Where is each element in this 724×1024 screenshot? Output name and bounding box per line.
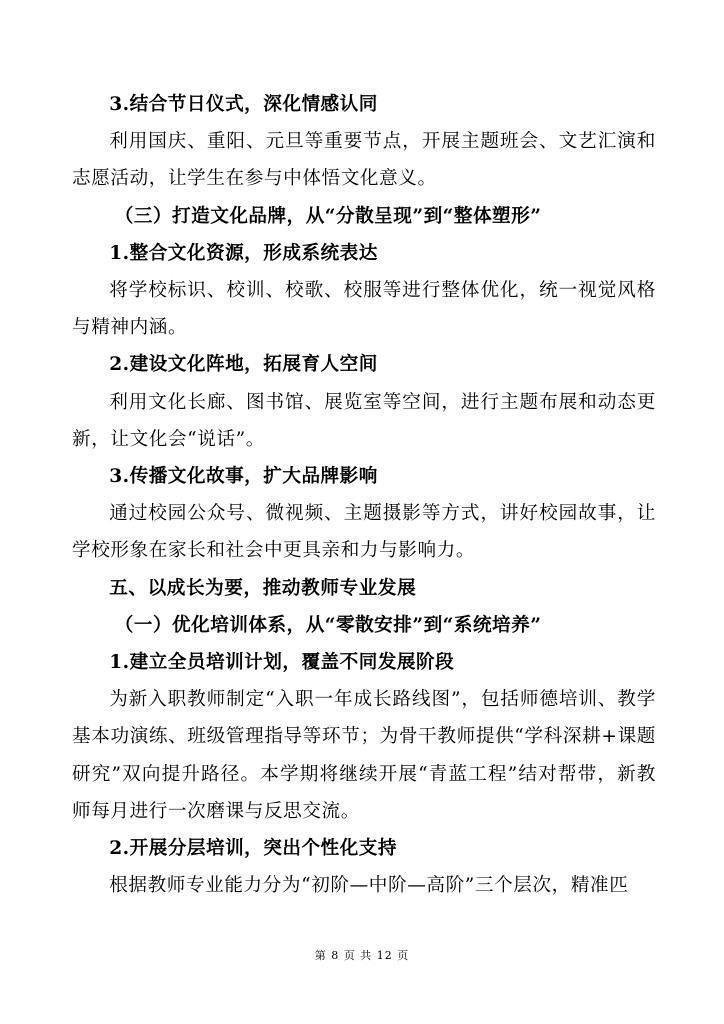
heading-1: 1.整合文化资源，形成系统表达 [109, 242, 378, 264]
paragraph: 为新入职教师制定“入职一年成长路线图”，包括师德培训、教学基本功演练、班级管理指导等环节；为骨干教师提供“学科深耕+课题研究”双向提升路径。本学期将继续开展“青蓝工程”结对帮带，新教师每月进行一次磨课与反思交流。 [72, 689, 656, 822]
heading-3b: 3.传播文化故事，扩大品牌影响 [109, 466, 378, 488]
paragraph: 根据教师专业能力分为“初阶—中阶—高阶”三个层次，精准匹 [109, 875, 629, 897]
heading-5-1-1: 1.建立全员培训计划，覆盖不同发展阶段 [109, 652, 455, 674]
paragraph: 利用国庆、重阳、元旦等重要节点，开展主题班会、文艺汇演和志愿活动，让学生在参与中体悟文化意义。 [72, 131, 656, 190]
page-footer: 第 8 页 共 12 页 [314, 949, 410, 962]
paragraph: 利用文化长廊、图书馆、展览室等空间，进行主题布展和动态更新，让文化会“说话”。 [72, 391, 656, 450]
heading-3: 3.结合节日仪式，深化情感认同 [109, 94, 378, 115]
section-heading-3: （三）打造文化品牌，从“分散呈现”到“整体塑形” [114, 205, 542, 227]
paragraph: 通过校园公众号、微视频、主题摄影等方式，讲好校园故事，让学校形象在家长和社会中更具亲和力与影响力。 [72, 503, 656, 562]
section-heading-5-1: （一）优化培训体系，从“零散安排”到“系统培养” [114, 614, 542, 636]
heading-5-1-2: 2.开展分层培训，突出个性化支持 [109, 838, 397, 860]
chapter-heading-5: 五、以成长为要，推动教师专业发展 [109, 577, 417, 599]
paragraph: 将学校标识、校训、校歌、校服等进行整体优化，统一视觉风格与精神内涵。 [72, 280, 656, 339]
heading-2: 2.建设文化阵地，拓展育人空间 [109, 354, 378, 376]
document-page [72, 86, 656, 904]
